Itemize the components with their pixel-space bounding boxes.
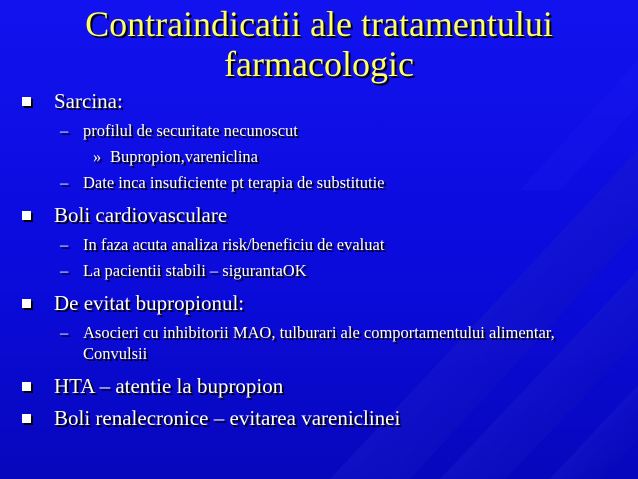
sub-bullet-item: [18, 322, 628, 364]
slide-title-line-2: farmacologic: [224, 44, 414, 84]
square-bullet-icon: [22, 97, 31, 106]
sub-bullet-text: profilul de securitate necunoscut: [83, 121, 298, 140]
bullet-text: Boli renalecronice – evitarea vareniclinei: [54, 406, 401, 430]
bullet-item-de-evitat-bupropionul: [18, 290, 628, 316]
bullet-text: Boli cardiovasculare: [54, 203, 228, 227]
double-chevron-bullet-icon: »: [93, 147, 102, 166]
dash-bullet-icon: –: [60, 235, 69, 254]
dash-bullet-icon: –: [60, 261, 69, 280]
dash-bullet-icon: –: [60, 173, 69, 192]
bullet-list: [18, 88, 628, 437]
slide-title-line-1: Contraindicatii ale tratamentului: [85, 4, 553, 44]
sub-sub-bullet-item: [18, 146, 628, 167]
sub-bullet-text: La pacientii stabili – sigurantaOK: [83, 261, 307, 280]
bullet-item-sarcina: [18, 88, 628, 114]
sub-bullet-item: [18, 234, 628, 255]
bullet-item-boli-cardiovasculare: [18, 202, 628, 228]
dash-bullet-icon: –: [60, 323, 69, 342]
sub-bullet-text: In faza acuta analiza risk/beneficiu de evaluat: [83, 235, 385, 254]
sub-bullet-item: [18, 120, 628, 141]
sub-bullet-text: Asocieri cu inhibitorii MAO, tulburari ale comportamentului alimentar, Convulsii: [83, 323, 555, 363]
bullet-item-boli-renale: [18, 405, 628, 431]
bullet-item-hta: [18, 373, 628, 399]
sub-bullet-item: [18, 260, 628, 281]
dash-bullet-icon: –: [60, 121, 69, 140]
sub-bullet-item: [18, 172, 628, 193]
sub-sub-bullet-text: Bupropion,vareniclina: [110, 147, 259, 166]
bullet-text: De evitat bupropionul:: [54, 291, 245, 315]
square-bullet-icon: [22, 211, 31, 220]
square-bullet-icon: [22, 414, 31, 423]
bullet-text: HTA – atentie la bupropion: [54, 374, 284, 398]
slide-title: [0, 4, 638, 84]
square-bullet-icon: [22, 299, 31, 308]
sub-bullet-text: Date inca insuficiente pt terapia de substitutie: [83, 173, 385, 192]
square-bullet-icon: [22, 382, 31, 391]
bullet-text: Sarcina:: [54, 89, 123, 113]
